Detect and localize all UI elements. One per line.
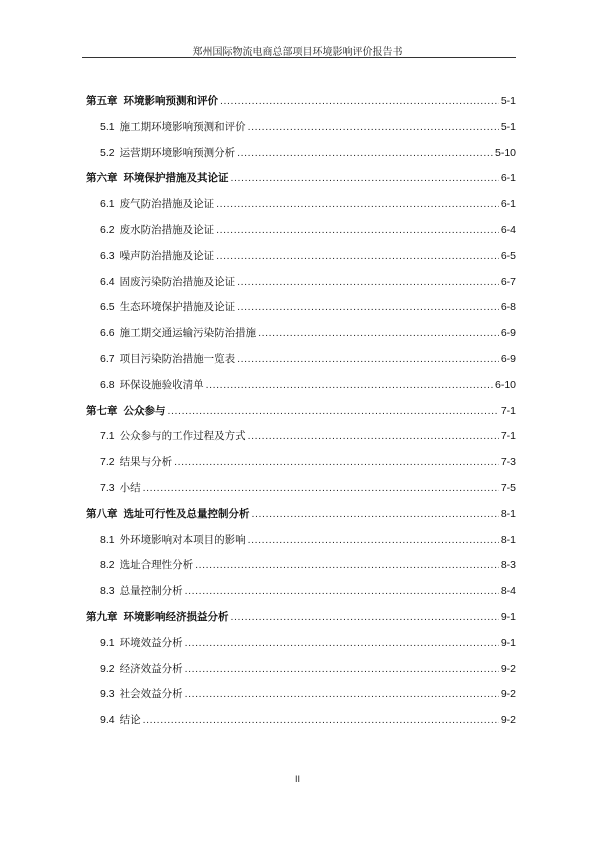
toc-entry-number: 8.2 [100, 559, 115, 572]
toc-entry-label: 公众参与的工作过程及方式 [119, 430, 246, 443]
toc-entry-number: 6.7 [100, 352, 115, 365]
toc-entry-label: 结果与分析 [119, 456, 173, 469]
toc-section-entry[interactable] [86, 583, 516, 609]
toc-dot-leader [237, 353, 499, 365]
toc-section-entry[interactable] [86, 145, 516, 171]
toc-dot-leader [237, 147, 493, 159]
table-of-contents [86, 93, 516, 738]
toc-entry-label: 经济效益分析 [119, 662, 183, 675]
toc-entry-label: 环保设施验收清单 [119, 378, 204, 391]
toc-dot-leader [220, 95, 499, 107]
toc-entry-page: 7-1 [500, 404, 516, 417]
toc-entry-page: 6-10 [494, 378, 516, 391]
toc-entry-number: 5.1 [100, 120, 115, 133]
toc-entry-page: 8-3 [500, 559, 516, 572]
toc-dot-leader [248, 534, 499, 546]
toc-section-entry[interactable] [86, 196, 516, 222]
toc-dot-leader [143, 482, 499, 494]
toc-entry-number: 9.1 [100, 636, 115, 649]
toc-dot-leader [185, 688, 499, 700]
header-divider [82, 57, 516, 58]
toc-section-entry[interactable] [86, 325, 516, 351]
toc-entry-page: 9-2 [500, 688, 516, 701]
toc-section-entry[interactable] [86, 377, 516, 403]
toc-dot-leader [258, 327, 499, 339]
toc-entry-number: 第五章 [86, 95, 118, 107]
toc-entry-number: 6.2 [100, 223, 115, 236]
toc-entry-page: 6-9 [500, 352, 516, 365]
toc-entry-page: 8-1 [500, 533, 516, 546]
toc-dot-leader [216, 198, 499, 210]
toc-section-entry[interactable] [86, 222, 516, 248]
toc-section-entry[interactable] [86, 686, 516, 712]
toc-entry-number: 7.1 [100, 430, 115, 443]
toc-section-entry[interactable] [86, 712, 516, 738]
toc-dot-leader [248, 121, 499, 133]
toc-entry-label: 外环境影响对本项目的影响 [119, 533, 246, 546]
toc-entry-number: 6.5 [100, 301, 115, 314]
toc-entry-label: 噪声防治措施及论证 [119, 249, 215, 262]
toc-entry-page: 6-1 [500, 198, 516, 211]
toc-entry-page: 5-1 [500, 95, 516, 107]
toc-dot-leader [143, 714, 499, 726]
toc-entry-page: 8-4 [500, 585, 516, 598]
toc-entry-label: 环境效益分析 [119, 636, 183, 649]
toc-entry-label: 环境影响经济损益分析 [123, 610, 229, 623]
toc-section-entry[interactable] [86, 532, 516, 558]
toc-section-entry[interactable] [86, 428, 516, 454]
toc-dot-leader [206, 379, 493, 391]
toc-dot-leader [248, 430, 499, 442]
toc-entry-label: 项目污染防治措施一览表 [119, 352, 236, 365]
toc-entry-number: 第九章 [86, 610, 118, 623]
toc-entry-number: 7.3 [100, 481, 115, 494]
toc-section-entry[interactable] [86, 661, 516, 687]
toc-entry-label: 社会效益分析 [119, 688, 183, 701]
toc-entry-number: 8.1 [100, 533, 115, 546]
toc-entry-page: 6-4 [500, 223, 516, 236]
toc-dot-leader [185, 637, 499, 649]
toc-dot-leader [252, 508, 499, 520]
toc-dot-leader [195, 559, 499, 571]
toc-entry-page: 9-1 [500, 610, 516, 623]
toc-entry-label: 固废污染防治措施及论证 [119, 275, 236, 288]
toc-entry-page: 6-7 [500, 275, 516, 288]
toc-entry-number: 8.3 [100, 585, 115, 598]
toc-entry-label: 环境影响预测和评价 [123, 95, 218, 107]
toc-entry-label: 小结 [119, 481, 141, 494]
toc-chapter-entry[interactable] [86, 93, 516, 119]
toc-entry-number: 6.6 [100, 327, 115, 340]
toc-entry-number: 第六章 [86, 172, 118, 185]
toc-section-entry[interactable] [86, 248, 516, 274]
toc-entry-page: 8-1 [500, 507, 516, 520]
toc-entry-label: 施工期环境影响预测和评价 [119, 120, 246, 133]
toc-entry-page: 6-5 [500, 249, 516, 262]
toc-chapter-entry[interactable] [86, 506, 516, 532]
toc-section-entry[interactable] [86, 557, 516, 583]
toc-entry-label: 施工期交通运输污染防治措施 [119, 327, 257, 340]
toc-dot-leader [237, 301, 499, 313]
toc-dot-leader [174, 456, 499, 468]
toc-entry-label: 结论 [119, 714, 141, 727]
toc-entry-number: 6.8 [100, 378, 115, 391]
toc-dot-leader [231, 611, 499, 623]
toc-entry-label: 选址可行性及总量控制分析 [123, 507, 250, 520]
toc-section-entry[interactable] [86, 299, 516, 325]
toc-entry-label: 选址合理性分析 [119, 559, 194, 572]
toc-dot-leader [168, 405, 499, 417]
toc-entry-number: 9.3 [100, 688, 115, 701]
toc-entry-label: 总量控制分析 [119, 585, 183, 598]
toc-entry-number: 5.2 [100, 146, 115, 159]
toc-entry-page: 9-2 [500, 662, 516, 675]
toc-section-entry[interactable] [86, 454, 516, 480]
toc-entry-label: 环境保护措施及其论证 [123, 172, 229, 185]
toc-dot-leader [231, 172, 499, 184]
toc-entry-number: 9.4 [100, 714, 115, 727]
toc-entry-page: 5-1 [500, 120, 516, 133]
toc-dot-leader [216, 224, 499, 236]
toc-dot-leader [185, 663, 499, 675]
toc-chapter-entry[interactable] [86, 609, 516, 635]
toc-entry-page: 6-8 [500, 301, 516, 314]
toc-entry-number: 7.2 [100, 456, 115, 469]
toc-section-entry[interactable] [86, 480, 516, 506]
toc-section-entry[interactable] [86, 635, 516, 661]
toc-section-entry[interactable] [86, 119, 516, 145]
toc-entry-page: 7-3 [500, 456, 516, 469]
toc-section-entry[interactable] [86, 351, 516, 377]
toc-entry-page: 5-10 [494, 146, 516, 159]
toc-entry-page: 7-5 [500, 481, 516, 494]
toc-entry-label: 生态环境保护措施及论证 [119, 301, 236, 314]
toc-entry-number: 第八章 [86, 507, 118, 520]
toc-dot-leader [185, 585, 499, 597]
toc-dot-leader [237, 276, 499, 288]
toc-entry-page: 6-9 [500, 327, 516, 340]
toc-entry-page: 9-2 [500, 714, 516, 727]
page-number: II [294, 774, 300, 784]
toc-entry-number: 6.4 [100, 275, 115, 288]
toc-chapter-entry[interactable] [86, 170, 516, 196]
toc-entry-page: 6-1 [500, 172, 516, 185]
toc-entry-page: 7-1 [500, 430, 516, 443]
toc-entry-number: 第七章 [86, 404, 118, 417]
toc-entry-label: 公众参与 [123, 404, 166, 417]
toc-dot-leader [216, 250, 499, 262]
toc-entry-number: 9.2 [100, 662, 115, 675]
toc-chapter-entry[interactable] [86, 403, 516, 429]
toc-entry-number: 6.1 [100, 198, 115, 211]
toc-entry-number: 6.3 [100, 249, 115, 262]
toc-entry-label: 废气防治措施及论证 [119, 198, 215, 211]
toc-section-entry[interactable] [86, 274, 516, 300]
document-title: 郑州国际物流电商总部项目环境影响评价报告书 [192, 47, 403, 58]
toc-entry-label: 运营期环境影响预测分析 [119, 146, 236, 159]
toc-entry-label: 废水防治措施及论证 [119, 223, 215, 236]
toc-entry-page: 9-1 [500, 636, 516, 649]
